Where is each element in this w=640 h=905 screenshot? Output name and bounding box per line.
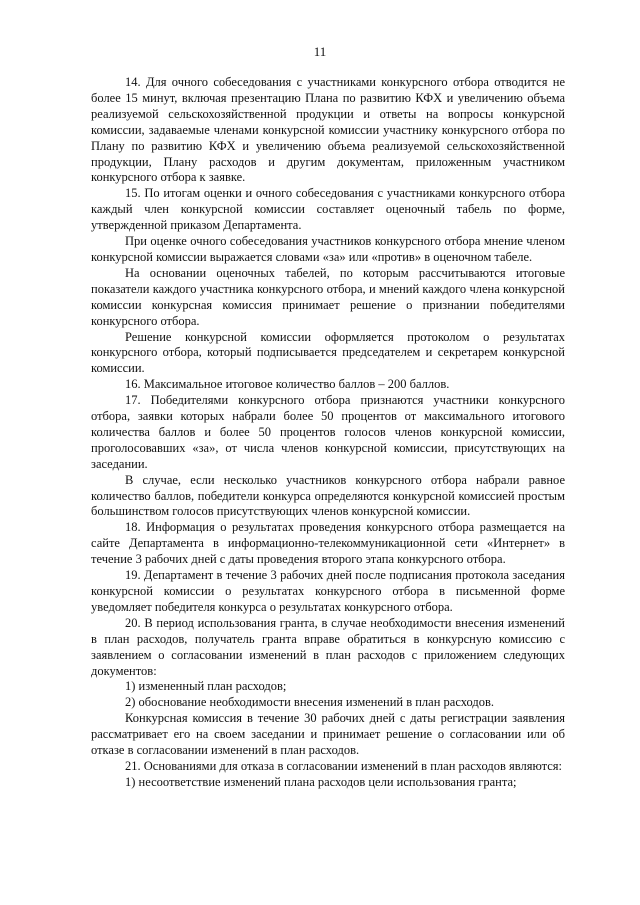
paragraph-interview-opinion: При оценке очного собеседования участников конкурсного отбора мнение членом конкурсной комиссии выражается словами «за» или «против» в оценочном табеле. xyxy=(91,234,565,264)
list-item-refusal-1: 1) несоответствие изменений плана расходов цели использования гранта; xyxy=(125,774,517,789)
paragraph-commission-review: Конкурсная комиссия в течение 30 рабочих дней с даты регистрации заявления рассматривает его на своем заседании и принимает решение о согласовании или об отказе в согласовании изменений в план расходов. xyxy=(91,711,565,758)
page-number: 11 xyxy=(313,44,327,59)
paragraph-evaluation-basis: На основании оценочных табелей, по которым рассчитываются итоговые показатели каждого участника конкурсного отбора, и мнений каждого члена конкурсной комиссии конкурсная комиссия принимает решение о признании победителями конкурсного отбора. xyxy=(91,265,565,328)
paragraph-20: 20. В период использования гранта, в случае необходимости внесения изменений в план расходов, получатель гранта вправе обратиться в конкурсную комиссию с заявлением о согласовании изменений в план расходов с приложением следующих документов: xyxy=(91,615,565,678)
list-item-2: 2) обоснование необходимости внесения изменений в план расходов. xyxy=(125,695,495,710)
paragraph-18: 18. Информация о результатах проведения конкурсного отбора размещается на сайте Департамента в информационно-телекоммуникационной сети «Интернет» в течение 3 рабочих дней с даты проведения второго этапа конкурсного отбора. xyxy=(91,520,565,567)
paragraph-21: 21. Основаниями для отказа в согласовании изменений в план расходов являются: xyxy=(125,758,563,773)
paragraph-14: 14. Для очного собеседования с участниками конкурсного отбора отводится не более 15 минут, включая презентацию Плана по развитию КФХ и увеличению объема реализуемой сельскохозяйственной продукции и ответы на вопросы конкурсной комиссии, задаваемые членами конкурсной комиссии участнику конкурсного отбора по Плану по развитию КФХ и увеличению объема реализуемой сельскохозяйственной продукции, Плану расходов и другим документам, приложенным участником конкурсного отбора к заявке. xyxy=(91,75,565,185)
paragraph-17: 17. Победителями конкурсного отбора признаются участники конкурсного отбора, заявки которых набрали более 50 процентов от максимального итогового количества баллов и более 50 процентов голосов членов конкурсной комиссии, проголосовавших «за», от числа членов конкурсной комиссии, присутствующих на заседании. xyxy=(91,393,565,471)
list-item-1: 1) измененный план расходов; xyxy=(125,679,287,694)
paragraph-19: 19. Департамент в течение 3 рабочих дней после подписания протокола заседания конкурсной комиссии о результатах конкурсного отбора в письменной форме уведомляет победителя конкурса о результатах конкурсного отбора. xyxy=(91,568,565,614)
paragraph-15: 15. По итогам оценки и очного собеседования с участниками конкурсного отбора каждый член конкурсной комиссии составляет оценочный табель по форме, утвержденной приказом Департамента. xyxy=(91,186,565,233)
document-body xyxy=(91,75,565,791)
paragraph-decision-protocol: Решение конкурсной комиссии оформляется протоколом о результатах конкурсного отбора, который подписывается председателем и секретарем конкурсной комиссии. xyxy=(91,329,565,376)
paragraph-16: 16. Максимальное итоговое количество баллов – 200 баллов. xyxy=(125,377,450,392)
paragraph-equal-points: В случае, если несколько участников конкурсного отбора набрали равное количество баллов, победители конкурса определяются конкурсной комиссией простым большинством голосов присутствующих членов конкурсной комиссии. xyxy=(91,472,565,519)
